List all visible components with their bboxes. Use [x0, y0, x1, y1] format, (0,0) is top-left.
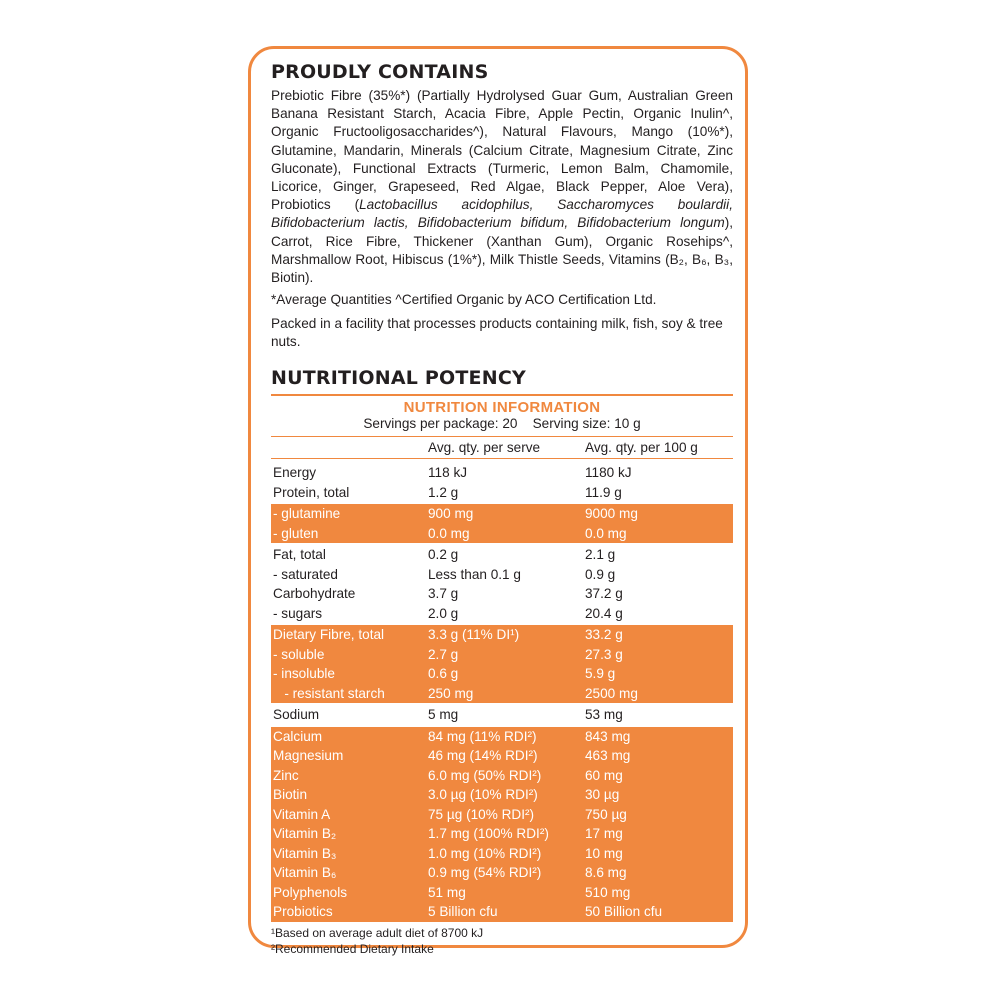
- qty-per-100g: 0.0 mg: [585, 525, 627, 541]
- average-quantities-note: *Average Quantities ^Certified Organic by ACO Certification Ltd.: [271, 292, 657, 308]
- nutrient-name: Energy: [273, 465, 317, 481]
- ingredients-part-a: Prebiotic Fibre (35%*) (Partially Hydrolysed Guar Gum, Australian Green Banana Resistant Starch, Acacia Fibre, Apple Pectin, Organic Inulin^, Organic Fructooligosaccharides^), Natural Flavours, Mango (10%*), Glutamine, Mandarin, Minerals (Calcium Citrate, Magnesium Citrate, Zinc Gluconate), Functional Extracts (Turmeric, Lemon Balm, Chamomile, Licorice, Ginger, Grapeseed, Red Algae, Black Pepper, Aloe Vera), Probiotics (: [271, 88, 733, 213]
- qty-per-serve: 0.9 mg (54% RDI²): [428, 865, 542, 881]
- label-card: [248, 46, 748, 956]
- nutrient-row: [271, 645, 733, 665]
- potency-divider: [271, 394, 733, 396]
- qty-per-100g: 10 mg: [585, 845, 623, 861]
- probiotic-strains: Lactobacillus acidophilus, Saccharomyces boulardii, Bifidobacterium lactis, Bifidobacterium bifidum, Bifidobacterium longum: [271, 197, 733, 231]
- nutrient-row: [271, 705, 733, 725]
- qty-per-100g: 2500 mg: [585, 685, 638, 701]
- nutrient-row: [271, 524, 733, 544]
- nutrient-name: Sodium: [273, 707, 320, 723]
- nutrient-name: Protein, total: [273, 484, 350, 500]
- qty-per-serve: Less than 0.1 g: [428, 566, 521, 582]
- qty-per-100g: 11.9 g: [585, 484, 622, 500]
- label-content: [271, 61, 733, 957]
- nutrient-name: Vitamin B₂: [273, 826, 337, 842]
- nutrient-name: - glutamine: [273, 506, 341, 522]
- qty-per-serve: 118 kJ: [428, 465, 468, 481]
- qty-per-100g: 1180 kJ: [585, 465, 632, 481]
- nutrition-panel-title: NUTRITION INFORMATION: [403, 399, 601, 417]
- nutrient-row: [271, 504, 733, 524]
- footnote-rdi: ²Recommended Dietary Intake: [271, 941, 434, 956]
- qty-per-100g: 2.1 g: [585, 547, 616, 563]
- qty-per-100g: 463 mg: [585, 748, 631, 764]
- qty-per-serve: 0.2 g: [428, 547, 459, 563]
- qty-per-100g: 0.9 g: [585, 566, 616, 582]
- qty-per-serve: 0.6 g: [428, 666, 459, 682]
- nutrient-row: [271, 664, 733, 684]
- nutrient-name: Vitamin B₆: [273, 865, 337, 881]
- qty-per-serve: 75 µg (10% RDI²): [428, 806, 535, 822]
- nutrient-name: Polyphenols: [273, 884, 348, 900]
- nutrient-row: [271, 746, 733, 766]
- qty-per-serve: 2.0 g: [428, 605, 459, 621]
- nutrient-row: [271, 463, 733, 483]
- nutrient-name: Fat, total: [273, 547, 326, 563]
- qty-per-100g: 750 µg: [585, 806, 627, 822]
- nutrient-group: [271, 463, 733, 502]
- nutrient-name: - resistant starch: [273, 685, 385, 701]
- highlight-group: [271, 625, 733, 703]
- nutrient-row: [271, 483, 733, 503]
- highlight-group: [271, 504, 733, 543]
- qty-per-100g: 50 Billion cfu: [585, 904, 663, 920]
- nutrient-name: Vitamin A: [273, 806, 331, 822]
- nutrient-name: - gluten: [273, 525, 319, 541]
- nutrient-row: [271, 625, 733, 645]
- nutrient-row: [271, 584, 733, 604]
- footnote-daily-intake: ¹Based on average adult diet of 8700 kJ: [271, 925, 484, 940]
- qty-per-serve: 3.3 g (11% DI¹): [428, 627, 520, 643]
- qty-per-100g: 27.3 g: [585, 646, 623, 662]
- qty-per-100g: 33.2 g: [585, 627, 623, 643]
- qty-per-serve: 1.7 mg (100% RDI²): [428, 826, 549, 842]
- qty-per-serve: 51 mg: [428, 884, 466, 900]
- qty-per-serve: 2.7 g: [428, 646, 459, 662]
- nutrient-row: [271, 545, 733, 565]
- qty-per-100g: 9000 mg: [585, 506, 638, 522]
- nutrient-group: [271, 545, 733, 623]
- qty-per-100g: 60 mg: [585, 767, 623, 783]
- nutrient-name: Magnesium: [273, 748, 344, 764]
- column-headers: [271, 437, 733, 458]
- nutrient-group: [271, 705, 733, 725]
- qty-per-100g: 53 mg: [585, 707, 623, 723]
- qty-per-serve: 900 mg: [428, 506, 474, 522]
- qty-per-100g: 843 mg: [585, 728, 631, 744]
- nutrition-panel-header: [271, 400, 733, 432]
- nutrient-name: - soluble: [273, 646, 325, 662]
- nutrient-row: [271, 902, 733, 922]
- qty-per-serve: 0.0 mg: [428, 525, 470, 541]
- qty-per-100g: 20.4 g: [585, 605, 623, 621]
- nutrient-name: Biotin: [273, 787, 308, 803]
- highlight-group: [271, 727, 733, 922]
- qty-per-100g: 17 mg: [585, 826, 623, 842]
- nutrient-row: [271, 805, 733, 825]
- qty-per-100g: 510 mg: [585, 884, 631, 900]
- nutrient-row: [271, 684, 733, 704]
- footnotes: [271, 925, 733, 957]
- qty-per-serve: 1.0 mg (10% RDI²): [428, 845, 542, 861]
- nutrient-row: [271, 766, 733, 786]
- qty-per-serve: 3.7 g: [428, 586, 459, 602]
- nutrient-row: [271, 565, 733, 585]
- qty-per-serve: 5 mg: [428, 707, 459, 723]
- qty-per-serve: 5 Billion cfu: [428, 904, 498, 920]
- qty-per-serve: 46 mg (14% RDI²): [428, 748, 538, 764]
- qty-per-serve: 250 mg: [428, 685, 474, 701]
- nutrient-row: [271, 824, 733, 844]
- ingredients-part-b: ), Carrot, Rice Fibre, Thickener (Xanthan Gum), Organic Rosehips^, Marshmallow Root, Hibiscus (1%*), Milk Thistle Seeds, Vitamins (B₂, B₆, B₃, Biotin).: [271, 215, 733, 286]
- nutrient-name: Vitamin B₃: [273, 845, 337, 861]
- qty-per-serve: 3.0 µg (10% RDI²): [428, 787, 538, 803]
- nutrient-name: Carbohydrate: [273, 586, 356, 602]
- nutrient-name: - sugars: [273, 605, 323, 621]
- nutrient-name: - insoluble: [273, 666, 335, 682]
- nutrient-row: [271, 883, 733, 903]
- qty-per-serve: 1.2 g: [428, 484, 459, 500]
- nutrient-name: Dietary Fibre, total: [273, 627, 385, 643]
- nutrient-row: [271, 863, 733, 883]
- ingredients-list: [271, 87, 733, 287]
- nutrient-name: Probiotics: [273, 904, 333, 920]
- nutrient-name: Calcium: [273, 728, 323, 744]
- col-per-100g: Avg. qty. per 100 g: [585, 440, 698, 456]
- allergen-note: Packed in a facility that processes products containing milk, fish, soy & tree nuts.: [271, 316, 723, 350]
- nutrient-row: [271, 844, 733, 864]
- nutrient-row: [271, 785, 733, 805]
- nutrient-row: [271, 727, 733, 747]
- col-per-serve: Avg. qty. per serve: [428, 440, 541, 456]
- qty-per-100g: 37.2 g: [585, 586, 623, 602]
- potency-title: NUTRITIONAL POTENCY: [271, 367, 526, 390]
- nutrient-row: [271, 604, 733, 624]
- ingredients-title: PROUDLY CONTAINS: [271, 61, 489, 83]
- nutrient-name: Zinc: [273, 767, 299, 783]
- nutrient-name: - saturated: [273, 566, 338, 582]
- qty-per-100g: 8.6 mg: [585, 865, 627, 881]
- qty-per-serve: 84 mg (11% RDI²): [428, 728, 537, 744]
- qty-per-100g: 5.9 g: [585, 666, 616, 682]
- nutrition-table: [271, 463, 733, 922]
- servings-info: Servings per package: 20 Serving size: 10 g: [363, 416, 641, 432]
- qty-per-100g: 30 µg: [585, 787, 620, 803]
- qty-per-serve: 6.0 mg (50% RDI²): [428, 767, 542, 783]
